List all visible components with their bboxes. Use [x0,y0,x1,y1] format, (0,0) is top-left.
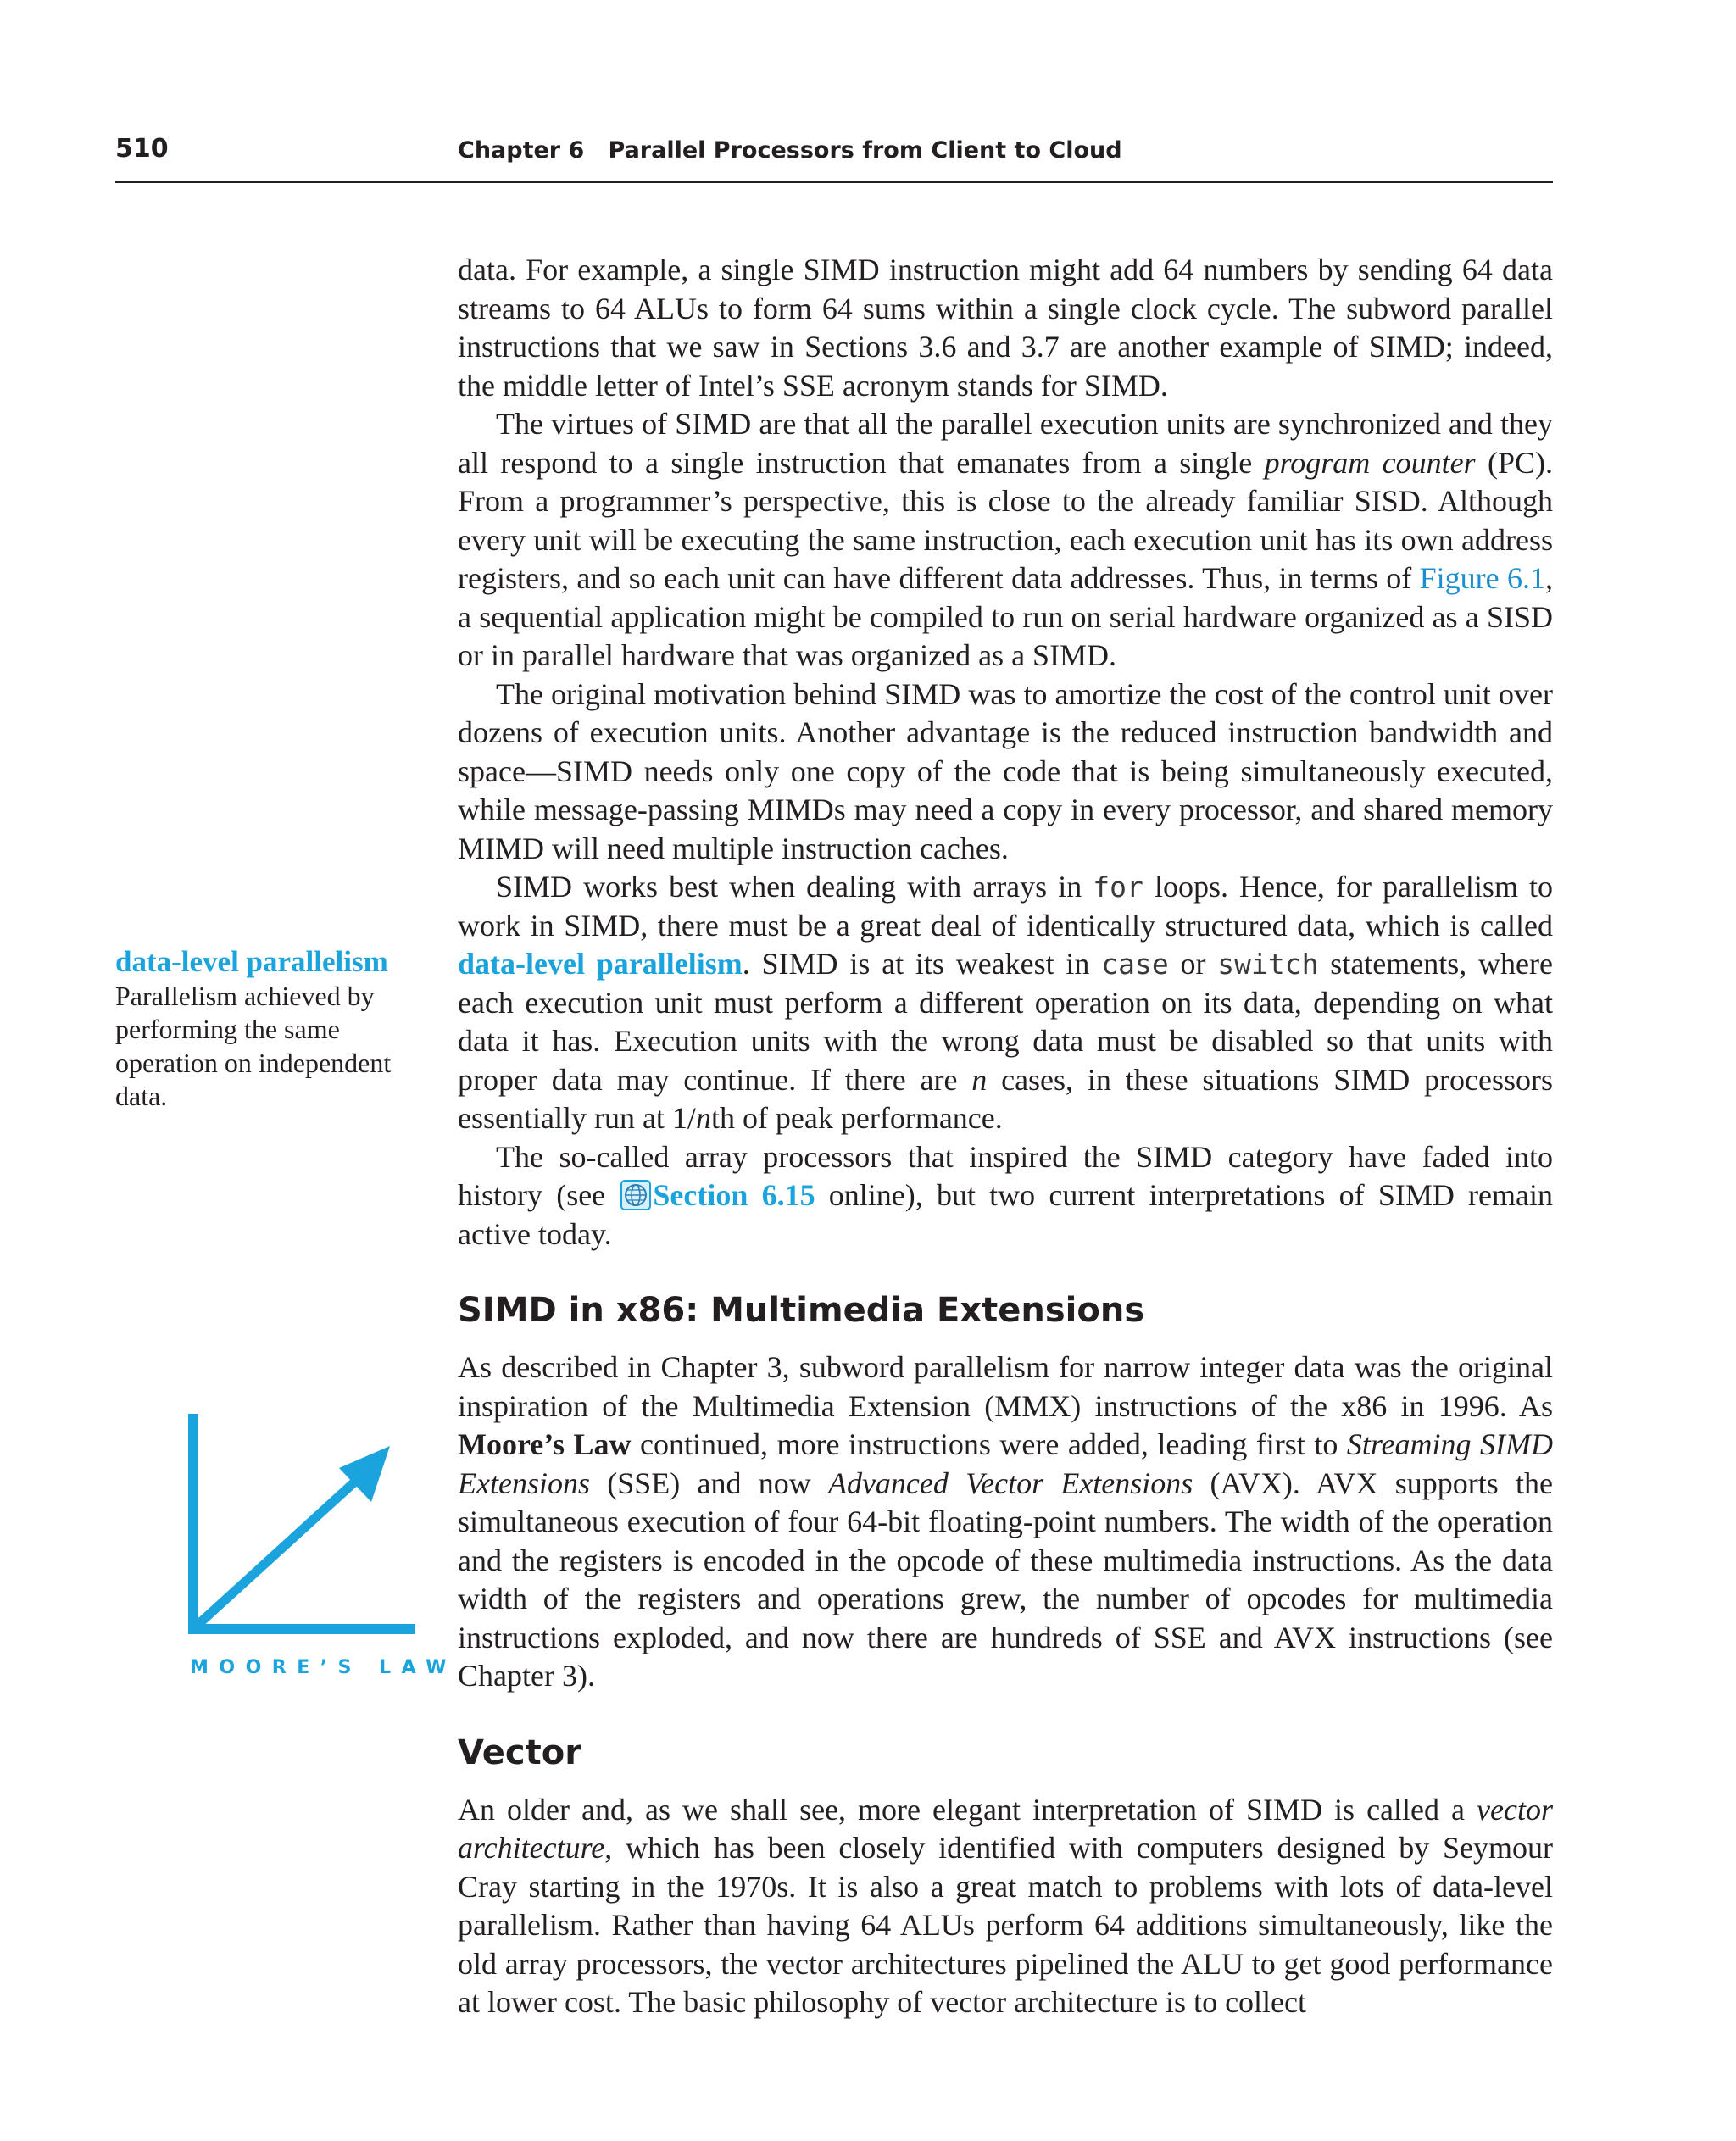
paragraph-3: The original motivation behind SIMD was to amortize the cost of the control unit over dozens of execution units. Another advantage is the reduced instruction bandwidth and space—SIMD needs only one copy of the code that is being simultaneously executed, while message-passing MIMDs may need a copy in every processor, and shared memory MIMD will need multiple instruction caches. [458,676,1553,865]
paragraph-4: SIMD works best when dealing with arrays in for loops. Hence, for parallelism to work in SIMD, there must be a great deal of identically structured data, which is called data-level parallelism. SIMD is at its weakest in case or switch statements, where each execution unit must perform a different operation on its data, depending on what data it has. Execution units with the wrong data must be disabled so that units with proper data may continue. If there are n cases, in these situations SIMD processors essentially run at 1/nth of peak performance. [458,870,1553,1135]
code-switch: switch [1217,948,1319,981]
page-header [115,127,1553,183]
margin-term: data-level parallelism [115,945,388,978]
bold-moores-law: Moore’s Law [458,1427,632,1461]
paragraph-2: The virtues of SIMD are that all the parallel execution units are synchronized and they all respond to a single instruction that emanates from a single program counter (PC). From a programmer’s perspective, this is close to the already familiar SISD. Although every unit will be executing the same instruction, each execution unit has its own address registers, and so each unit can have different data addresses. Thus, in terms of Figure 6.1, a sequential application might be compiled to run on serial hardware organized as a SISD or in parallel hardware that was organized as a SIMD. [458,407,1554,672]
paragraph-mmx: As described in Chapter 3, subword parallelism for narrow integer data was the original inspiration of the Multimedia Extension (MMX) instructions of the x86 in 1996. As Moore’s Law continued, more instructions were added, leading first to Streaming SIMD Extensions (SSE) and now Advanced Vector Extensions (AVX). AVX supports the simultaneous execution of four 64-bit floating-point numbers. The width of the operation and the registers is encoded in the opcode of these multimedia instructions. As the data width of the registers and operations grew, the number of opcodes for multimedia instructions exploded, and now there are hundreds of SSE and AVX instructions (see Chapter 3). [458,1350,1553,1693]
margin-definition-text: Parallelism achieved by performing the same operation on independent data. [115,980,392,1111]
code-case: case [1101,948,1169,981]
moores-law-arrow-icon [188,1414,457,1693]
moores-law-label: MOORE’S LAW [190,1657,457,1678]
emphasis-program-counter: program counter [1264,445,1476,480]
term-data-level-parallelism: data-level parallelism [458,947,743,981]
paragraph-vector: An older and, as we shall see, more elegant interpretation of SIMD is called a vector architecture, which has been closely identified with computers designed by Seymour Cray starting in the 1970s. It is also a great match to problems with lots of data-level parallelism. Rather than having 64 ALUs perform 64 additions simultaneously, like the old array processors, the vector architectures pipelined the ALU to get good performance at lower cost. The basic philosophy of vector architecture is to collect [458,1792,1553,2019]
main-text [458,251,1553,2022]
globe-icon [620,1180,651,1210]
margin-definition [115,945,403,1114]
code-for: for [1093,870,1143,904]
paragraph-5: The so-called array processors that inspired the SIMD category have faded into history (see Section 6.15 online), but two current interpretations of SIMD remain active today. [458,1139,1553,1251]
running-head: Chapter 6 Parallel Processors from Client to Cloud [458,137,1122,164]
page-number: 510 [115,134,169,164]
figure-6-1-link[interactable]: Figure 6.1 [1419,561,1545,595]
section-heading-vector: Vector [458,1732,581,1772]
section-heading-mmx: SIMD in x86: Multimedia Extensions [458,1291,1145,1330]
section-6-15-link[interactable]: Section 6.15 [653,1178,815,1212]
paragraph-1: data. For example, a single SIMD instruction might add 64 numbers by sending 64 data streams to 64 ALUs to form 64 sums within a single clock cycle. The subword parallel instructions that we saw in Sections 3.6 and 3.7 are another example of SIMD; indeed, the middle letter of Intel’s SSE acronym stands for SIMD. [458,253,1553,403]
